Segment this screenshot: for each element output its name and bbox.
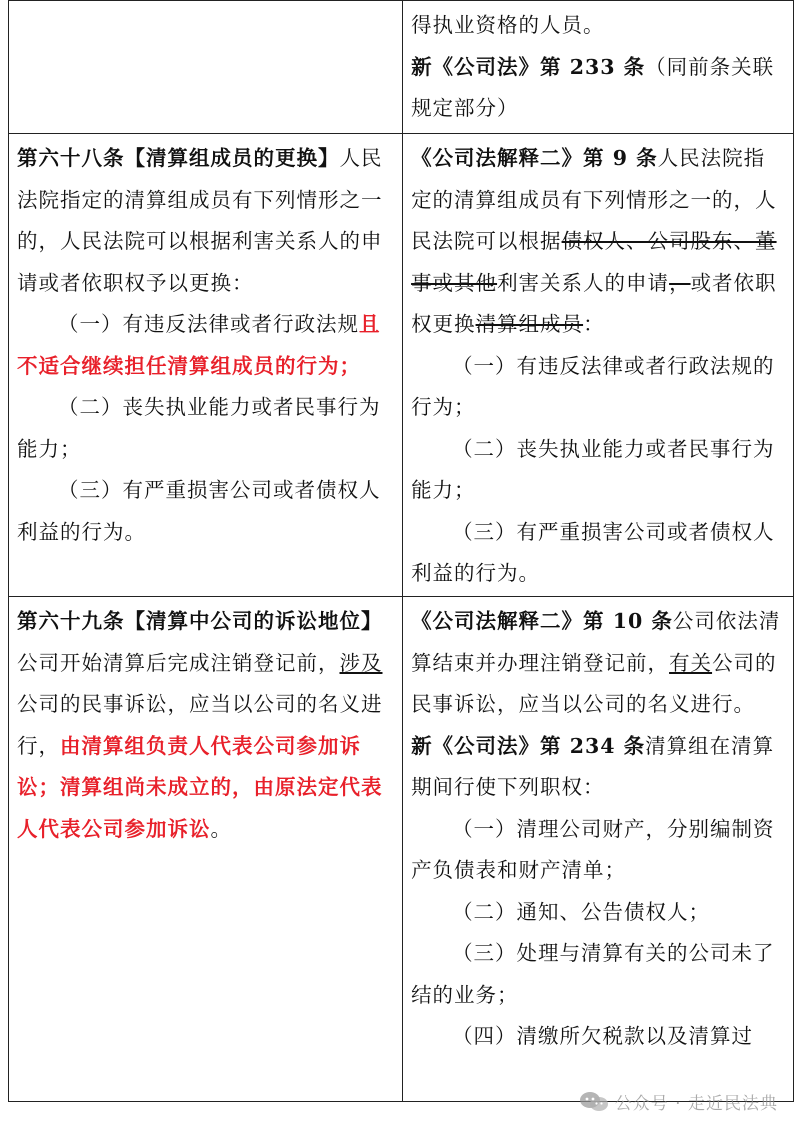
watermark-text: 公众号 · 走近民法典: [614, 1094, 778, 1114]
row1-left-item1: [17, 304, 394, 387]
row1-right-item2: （二）丧失执业能力或者民事行为能力；: [411, 436, 775, 502]
row0-right-cell: [403, 1, 794, 134]
row1-right-strike-a: 债权人、公司股东、董事或其他: [411, 229, 777, 295]
row2-right-reference: [411, 726, 785, 809]
row1-right-body-c: 或者依职权更换: [411, 270, 777, 336]
row2-left-body-b: 公司的民事诉讼，应当以公司的名义进行，: [17, 692, 383, 758]
row1-right-cell: [403, 134, 794, 597]
row1-right-article: [411, 138, 785, 346]
row2-right-item3: （三）处理与清算有关的公司未了结的业务；: [411, 941, 775, 1007]
row0-right-ref-title: 新《公司法》第 233 条: [411, 54, 646, 79]
row2-right-item2: （二）通知、公告债权人；: [452, 899, 711, 924]
row1-left-item1-red: 且不适合继续担任清算组成员的行为；: [17, 312, 381, 378]
row1-left-item1-plain: （一）有违反法律或者行政法规: [58, 312, 359, 336]
row2-right-title: 《公司法解释二》第 10 条: [411, 609, 673, 633]
row1-right-item3: （三）有严重损害公司或者债权人利益的行为。: [411, 519, 775, 585]
row2-right-item1: （一）清理公司财产，分别编制资产负债表和财产清单；: [411, 816, 775, 882]
table-row: [9, 1, 794, 134]
row2-right-ref-title: 新《公司法》第 234 条: [411, 733, 646, 758]
row1-left-item3: （三）有严重损害公司或者债权人利益的行为。: [17, 478, 381, 544]
row2-right-ref-body: 清算组在清算期间行使下列职权：: [411, 733, 775, 799]
row2-left-end: 。: [210, 816, 232, 841]
watermark: [579, 1089, 778, 1114]
row2-right-underline: 有关: [669, 650, 713, 675]
row2-left-red: 由清算组负责人代表公司参加诉讼；清算组尚未成立的，由原法定代表人代表公司参加诉讼: [17, 733, 383, 841]
row2-left-underline: 涉及: [339, 650, 383, 675]
row1-right-title: 《公司法解释二》第 9 条: [411, 146, 658, 170]
row0-right-ref-text: （同前条关联规定部分）: [411, 54, 775, 120]
row1-left-cell: [9, 134, 403, 597]
row2-right-cell: [403, 597, 794, 1102]
row1-right-body-b: 利害关系人的申请: [497, 270, 670, 295]
table-row: [9, 597, 794, 1102]
row2-right-body-a: 公司依法清算结束并办理注销登记前，: [411, 609, 781, 675]
row0-right-reference: [411, 47, 785, 130]
row1-right-strike-c: 清算组成员: [475, 312, 584, 336]
row1-right-item1: （一）有违反法律或者行政法规的行为；: [411, 353, 775, 419]
comparison-table: [8, 0, 794, 1102]
row2-right-content: [411, 601, 785, 1095]
row2-left-cell: [9, 597, 403, 1102]
row2-left-body-a: 公司开始清算后完成注销登记前，: [17, 650, 340, 675]
row1-right-body-d: ：: [583, 312, 605, 336]
row1-left-body: 人民法院指定的清算组成员有下列情形之一的，人民法院可以根据利害关系人的申请或者依职权予以更换：: [17, 146, 383, 295]
table-row: [9, 134, 794, 597]
row1-left-title: 第六十八条【清算组成员的更换】: [17, 146, 340, 170]
row1-right-body-a: 人民法院指定的清算组成员有下列情形之一的，人民法院可以根据: [411, 146, 777, 253]
row1-right-strike-b: ，: [669, 270, 691, 295]
wechat-icon: [579, 1091, 609, 1113]
row2-right-item4: （四）清缴所欠税款以及清算过: [452, 1024, 754, 1048]
row1-left-item2: （二）丧失执业能力或者民事行为能力；: [17, 395, 381, 461]
row2-right-article: [411, 601, 785, 726]
row2-right-body-b: 公司的民事诉讼，应当以公司的名义进行。: [411, 650, 777, 716]
row0-left-cell: [9, 1, 403, 134]
row2-left-article: [17, 601, 394, 850]
row0-right-line1: 得执业资格的人员。: [411, 13, 605, 37]
row1-left-article: [17, 138, 394, 304]
row2-left-title: 第六十九条【清算中公司的诉讼地位】: [17, 609, 383, 633]
